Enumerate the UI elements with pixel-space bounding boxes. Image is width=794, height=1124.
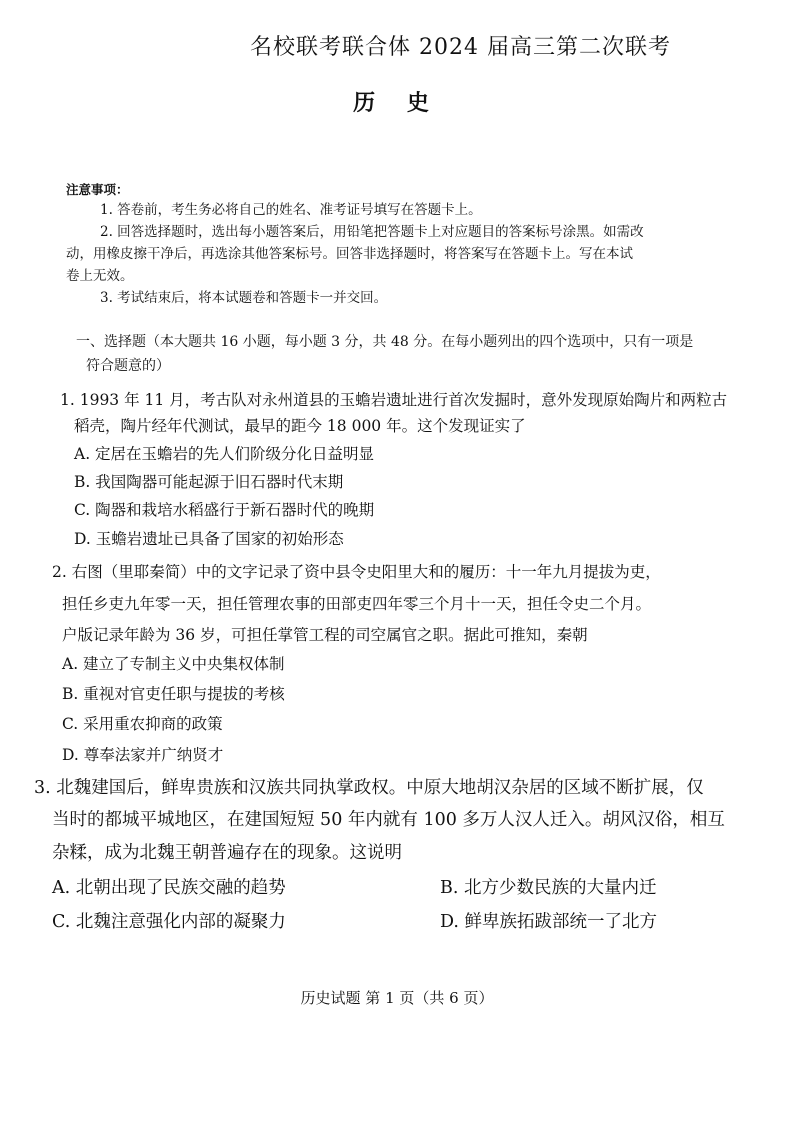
option-d: D. 玉蟾岩遗址已具备了国家的初始形态 [74,530,344,548]
option-a: A. 北朝出现了民族交融的趋势 [52,878,286,898]
notice-item: 3. 考试结束后，将本试题卷和答题卡一并交回。 [100,290,388,306]
option-d: D. 鲜卑族拓跋部统一了北方 [440,912,658,932]
option-b: B. 重视对官吏任职与提拔的考核 [62,685,285,703]
option-b: B. 北方少数民族的大量内迁 [440,878,657,898]
question-stem-line: 杂糅，成为北魏王朝普遍存在的现象。这说明 [52,843,402,863]
question-stem-line: 户版记录年龄为 36 岁，可担任掌管工程的司空属官之职。据此可推知，秦朝 [62,626,588,644]
question-stem-line: 稻壳，陶片经年代测试，最早的距今 18 000 年。这个发现证实了 [74,417,526,435]
option-c: C. 北魏注意强化内部的凝聚力 [52,912,286,932]
exam-title: 名校联考联合体 2024 届高三第二次联考 [250,35,671,60]
notice-item: 1. 答卷前，考生务必将自己的姓名、准考证号填写在答题卡上。 [100,202,482,218]
question-stem-line: 担任乡吏九年零一天，担任管理农事的田部吏四年零三个月十一天，担任令史二个月。 [62,595,652,613]
option-a: A. 建立了专制主义中央集权体制 [62,655,285,673]
notice-item: 2. 回答选择题时，选出每小题答案后，用铅笔把答题卡上对应题目的答案标号涂黑。如需改 [100,224,644,240]
question-stem-line: 当时的都城平城地区，在建国短短 50 年内就有 100 多万人汉人迁入。胡风汉俗，相互 [52,810,725,830]
option-c: C. 陶器和栽培水稻盛行于新石器时代的晚期 [74,501,375,519]
option-a: A. 定居在玉蟾岩的先人们阶级分化日益明显 [74,445,375,463]
notice-title: 注意事项： [66,182,129,197]
option-b: B. 我国陶器可能起源于旧石器时代末期 [74,473,344,491]
subject-title: 历 史 [353,90,441,116]
section-heading [76,330,776,378]
question-stem-line: 3. 北魏建国后，鲜卑贵族和汉族共同执掌政权。中原大地胡汉杂居的区域不断扩展，仅 [34,778,704,798]
section-heading-tail: 符合题意的） [86,358,170,374]
section-heading-text: 一、选择题（本大题共 16 小题，每小题 3 分，共 48 分。在每小题列出的四个选项中，只有一项是 [76,334,694,350]
question-stem-line: 2. 右图（里耶秦简）中的文字记录了资中县令史阳里大和的履历：十一年九月提拔为吏， [52,563,661,581]
option-c: C. 采用重农抑商的政策 [62,715,223,733]
notice-item: 动，用橡皮擦干净后，再选涂其他答案标号。回答非选择题时，将答案写在答题卡上。写在本试 [66,246,633,262]
notice-item: 卷上无效。 [66,268,134,284]
page-footer: 历史试题 第 1 页（共 6 页） [300,989,494,1007]
question-stem-line: 1. 1993 年 11 月，考古队对永州道县的玉蟾岩遗址进行首次发掘时，意外发现原始陶片和两粒古 [60,391,728,409]
option-d: D. 尊奉法家并广纳贤才 [62,746,224,764]
